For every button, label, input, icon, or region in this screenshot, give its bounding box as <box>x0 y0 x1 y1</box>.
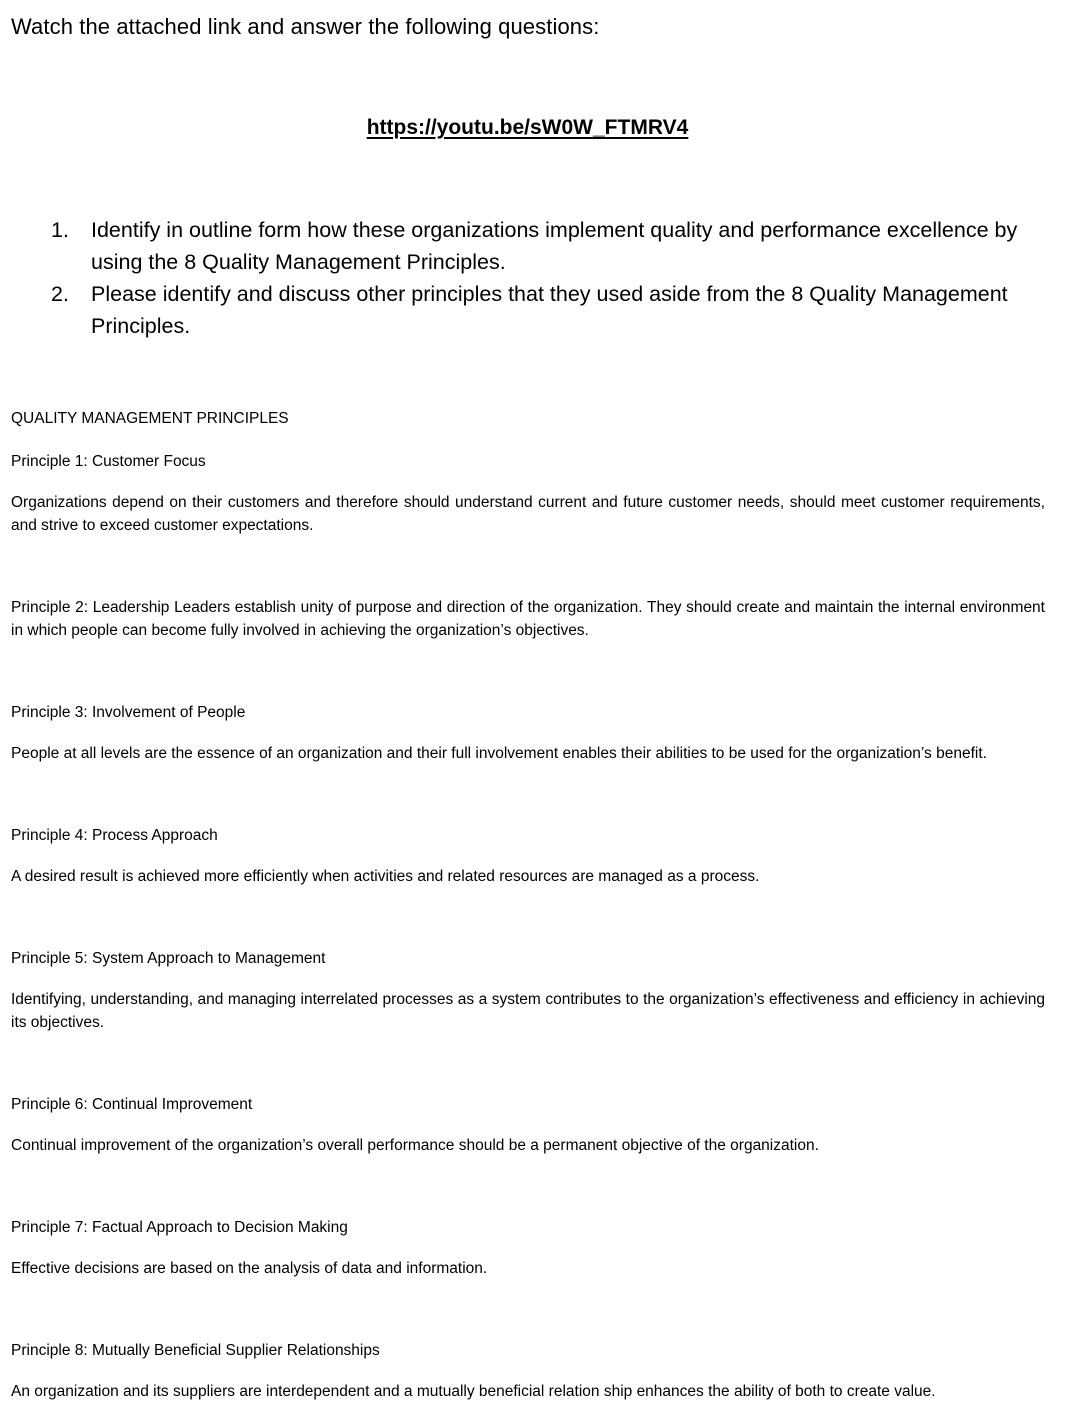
principle-title: Principle 1: Customer Focus <box>11 453 206 470</box>
principle-description: People at all levels are the essence of an organization and their full involvement enables their abilities to be used for the organization’s benefit. <box>11 745 987 762</box>
principle-title: Principle 5: System Approach to Management <box>11 950 326 967</box>
principle-1 <box>11 450 1045 537</box>
principle-2 <box>11 596 1045 642</box>
principle-5 <box>11 947 1045 1034</box>
question-item <box>0 278 1060 342</box>
question-list <box>0 214 1060 342</box>
principle-title: Principle 7: Factual Approach to Decision Making <box>11 1219 348 1236</box>
principle-6 <box>11 1093 1045 1157</box>
principle-8 <box>11 1339 1045 1403</box>
section-heading: QUALITY MANAGEMENT PRINCIPLES <box>11 410 289 427</box>
principle-3 <box>11 701 1045 765</box>
principle-description: A desired result is achieved more efficiently when activities and related resources are managed as a process. <box>11 868 760 885</box>
principle-title: Principle 4: Process Approach <box>11 827 218 844</box>
principle-text: Principle 2: Leadership Leaders establish unity of purpose and direction of the organization. They should create and maintain the internal environment in which people can become fully involved in achieving the organization’s objectives. <box>11 599 1045 639</box>
intro-instruction: Watch the attached link and answer the following questions: <box>11 14 600 39</box>
principle-description: Continual improvement of the organization’s overall performance should be a permanent objective of the organization. <box>11 1137 819 1154</box>
question-text: Identify in outline form how these organizations implement quality and performance excellence by using the 8 Quality Management Principles. <box>91 218 1018 274</box>
principle-description: Effective decisions are based on the analysis of data and information. <box>11 1260 488 1277</box>
principle-title: Principle 8: Mutually Beneficial Supplier Relationships <box>11 1342 380 1359</box>
video-link-line <box>0 116 1055 140</box>
principle-title: Principle 3: Involvement of People <box>11 704 246 721</box>
principle-description: An organization and its suppliers are interdependent and a mutually beneficial relation ship enhances the ability of both to create value. <box>11 1383 936 1400</box>
question-item <box>0 214 1060 278</box>
question-text: Please identify and discuss other principles that they used aside from the 8 Quality Management Principles. <box>91 282 1008 338</box>
principle-4 <box>11 824 1045 888</box>
question-number: 2. <box>51 282 69 306</box>
principle-title: Principle 6: Continual Improvement <box>11 1096 253 1113</box>
video-link[interactable]: https://youtu.be/sW0W_FTMRV4 <box>366 116 689 139</box>
principle-description: Organizations depend on their customers and therefore should understand current and future customer needs, should meet customer requirements, and strive to exceed customer expectations. <box>11 494 1045 534</box>
question-number: 1. <box>51 218 69 242</box>
principle-description: Identifying, understanding, and managing interrelated processes as a system contributes to the organization’s effectiveness and efficiency in achieving its objectives. <box>11 991 1045 1031</box>
principle-7 <box>11 1216 1045 1280</box>
